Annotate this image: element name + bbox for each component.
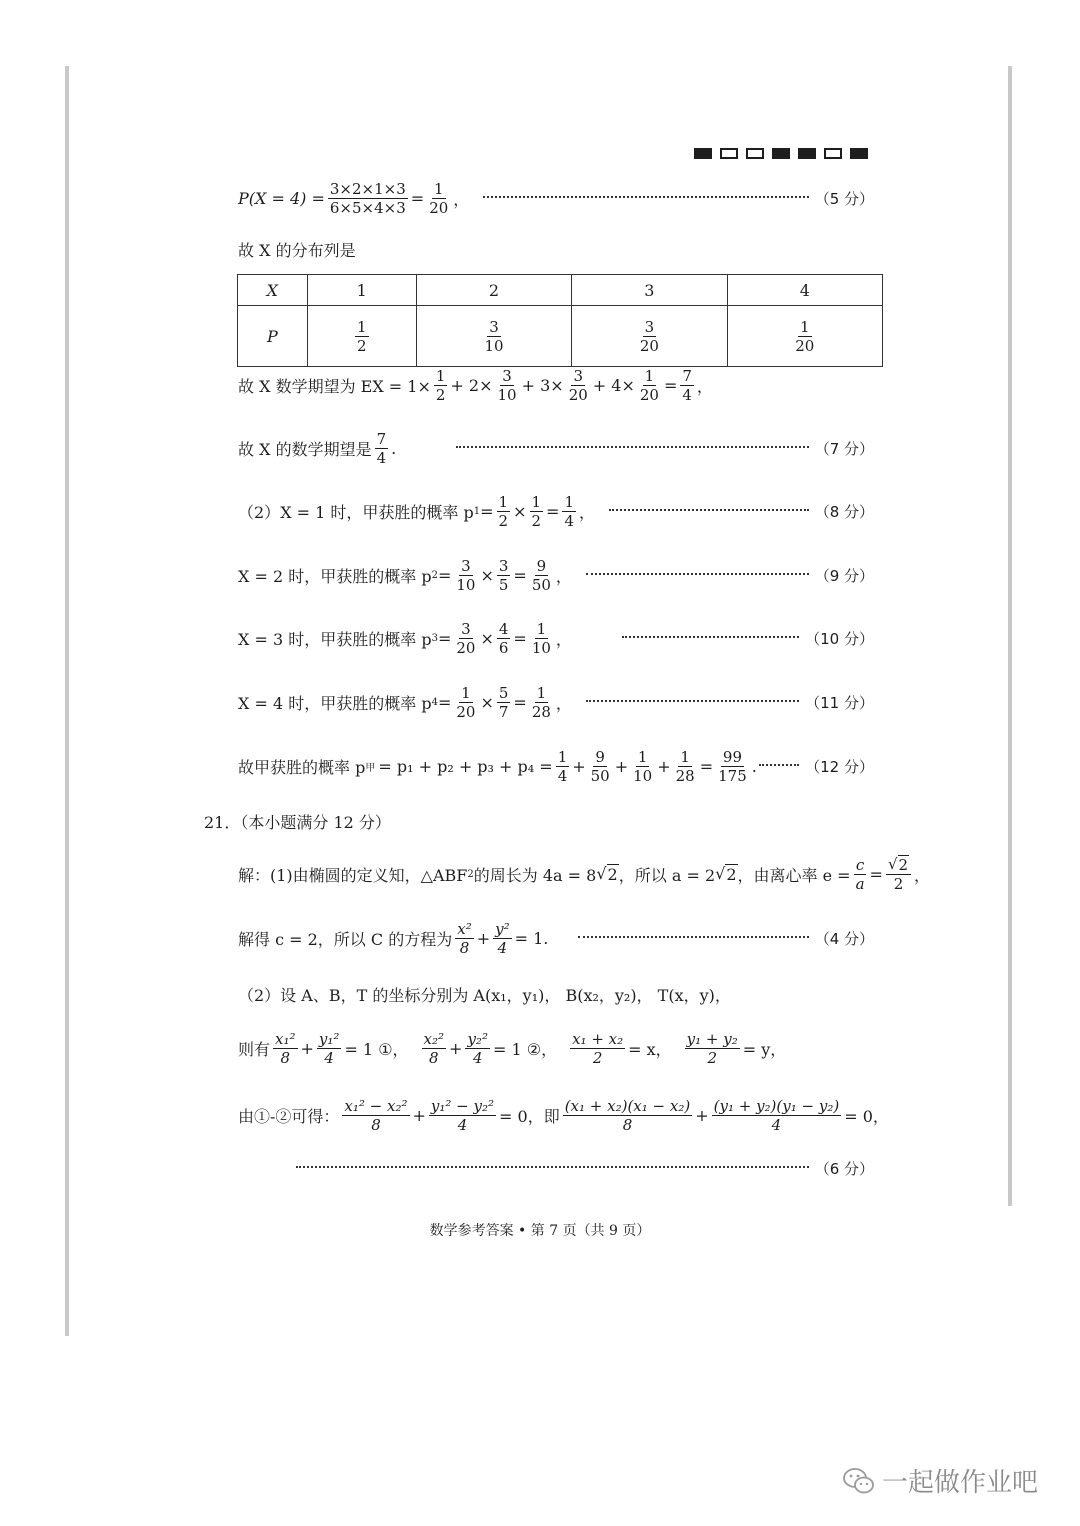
dot-leader [456, 446, 808, 448]
line-q2-1: （2） X = 1 时，甲获胜的概率 p 1 = $\frac{1}{2}$ × $\frac{1}{2}$ = $\frac{1}{4}$ ， （8 分） [238, 493, 874, 530]
dot-leader [586, 573, 809, 575]
dot-leader [296, 1166, 809, 1168]
score-10: （10 分） [805, 630, 874, 648]
table-cell: 2 [416, 275, 571, 306]
line-ex-conclusion: 故 X 的数学期望是 7 4 . （7 分） [238, 430, 874, 467]
table-header-p: P [238, 306, 308, 367]
right-page-edge [1008, 66, 1012, 1206]
table-cell: $\frac{1}{20}$ [727, 306, 882, 367]
table-row-p [238, 306, 883, 367]
mark-filled [772, 148, 790, 159]
line-q2-4: X = 4 时，甲获胜的概率 p 4 = $\frac{1}{20}$ × $\frac{5}{7}$ = $\frac{1}{28}$ ， （11 分） [238, 684, 874, 721]
mark-empty [746, 148, 764, 159]
wechat-icon [842, 1466, 876, 1496]
dot-leader [622, 636, 799, 638]
table-header-x: X [238, 275, 308, 306]
table-cell: 3 [572, 275, 727, 306]
watermark [842, 1462, 1038, 1499]
score-8: （8 分） [814, 503, 874, 521]
line-q21-score [296, 1158, 874, 1179]
equals: = [410, 189, 425, 208]
dot-leader [759, 764, 799, 766]
table-cell: $\frac{3}{20}$ [572, 306, 727, 367]
left-page-edge [65, 66, 69, 1336]
line-q2-3: X = 3 时，甲获胜的概率 p 3 = $\frac{3}{20}$ × $\frac{4}{6}$ = $\frac{1}{10}$ ， （10 分） [238, 620, 874, 657]
line-q21-3: （2）设 A、B，T 的坐标分别为 A(x₁，y₁)， B(x₂，y₂)， T(x，y)， [238, 986, 731, 1005]
dist-intro: 故 X 的分布列是 [238, 241, 356, 260]
score-7: （7 分） [814, 440, 874, 458]
table-cell: $\frac{1}{2}$ [307, 306, 416, 367]
px4-fraction: $\frac{3\times 2\times 1\times 3}{6\times 5\times 4\times 3}$ [329, 180, 406, 217]
page-footer: 数学参考答案 • 第 7 页（共 9 页） [429, 1223, 651, 1239]
table-row-x [238, 275, 883, 306]
table-cell: $\frac{3}{10}$ [416, 306, 571, 367]
score-12: （12 分） [805, 758, 874, 776]
distribution-table [237, 274, 883, 367]
watermark-text: 一起做作业吧 [882, 1468, 1039, 1498]
line-q2-2: X = 2 时，甲获胜的概率 p 2 = $\frac{3}{10}$ × $\frac{3}{5}$ = $\frac{9}{50}$ ， （9 分） [238, 557, 874, 594]
score-4: （4 分） [814, 930, 874, 948]
dot-leader [586, 700, 799, 702]
dot-leader [483, 196, 808, 198]
mark-empty [824, 148, 842, 159]
mark-empty [720, 148, 738, 159]
dot-leader [578, 936, 808, 938]
line-q21-1: 解：(1)由椭圆的定义知，△ABF 2 的周长为 4a = 8 √ 2 ，所以 a = 2 √ 2 ，由离心率 e = $\frac{c}{a}$ = √ 2 2 ， [238, 855, 931, 893]
header-marks [694, 148, 868, 159]
line-total: 故甲获胜的概率 p 甲 = p₁ + p₂ + p₃ + p₄ = $\frac{1}{4}$ + 9 50 + 1 10 + $\frac{1}{28}$ = $\frac{99}{175}$ . （12 分） [238, 748, 874, 785]
line-ex: 故 X 数学期望为 EX = 1× $\frac{1}{2}$ + 2× $\frac{3}{10}$ + 3× $\frac{3}{20}$ + 4× $\frac{1}{20}$ = $\frac{7}{4}$ ， [238, 367, 713, 404]
line-q21-2: 解得 c = 2，所以 C 的方程为 x² 8 + $\frac{\text{y²}}{4}$ = 1. （4 分） [238, 920, 874, 957]
score-11: （11 分） [805, 694, 874, 712]
q21-title: 21．（本小题满分 12 分） [204, 813, 391, 832]
line-q21-4: 则有 x₁² 8 + $\frac{\text{y₁²}}{4}$ = 1 ①， x₂² 8 + $\frac{\text{y₂²}}{4}$ = 1 ②， $\frac{\text{x₁ + x₂}}{2}$ = x， $\frac{\text{y₁ + y₂}}{2}$ = y， [238, 1030, 787, 1067]
score-5: （5 分） [814, 190, 874, 208]
line-q21-5: 由①-②可得： x₁² − x₂² 8 + $\frac{\text{y₁² − y₂²}}{4}$ = 0，即 (x₁ + x₂)(x₁ − x₂) 8 + $\frac{\text{(y₁ + y₂)(y₁ − y₂)}}{4}$ = 0， [238, 1097, 889, 1134]
px4-lhs: P(X = 4) = [238, 189, 325, 208]
score-9: （9 分） [814, 567, 874, 585]
mark-filled [798, 148, 816, 159]
dot-leader [609, 509, 809, 511]
table-cell: 1 [307, 275, 416, 306]
mark-filled [850, 148, 868, 159]
line-px4: P(X = 4) = $\frac{3\times 2\times 1\times 3}{6\times 5\times 4\times 3}$ = $\frac{1}{20}$ ， （5 分） [238, 180, 874, 217]
score-6: （6 分） [814, 1160, 874, 1178]
px4-result: $\frac{1}{20}$ [429, 180, 449, 217]
table-cell: 4 [727, 275, 882, 306]
mark-filled [694, 148, 712, 159]
